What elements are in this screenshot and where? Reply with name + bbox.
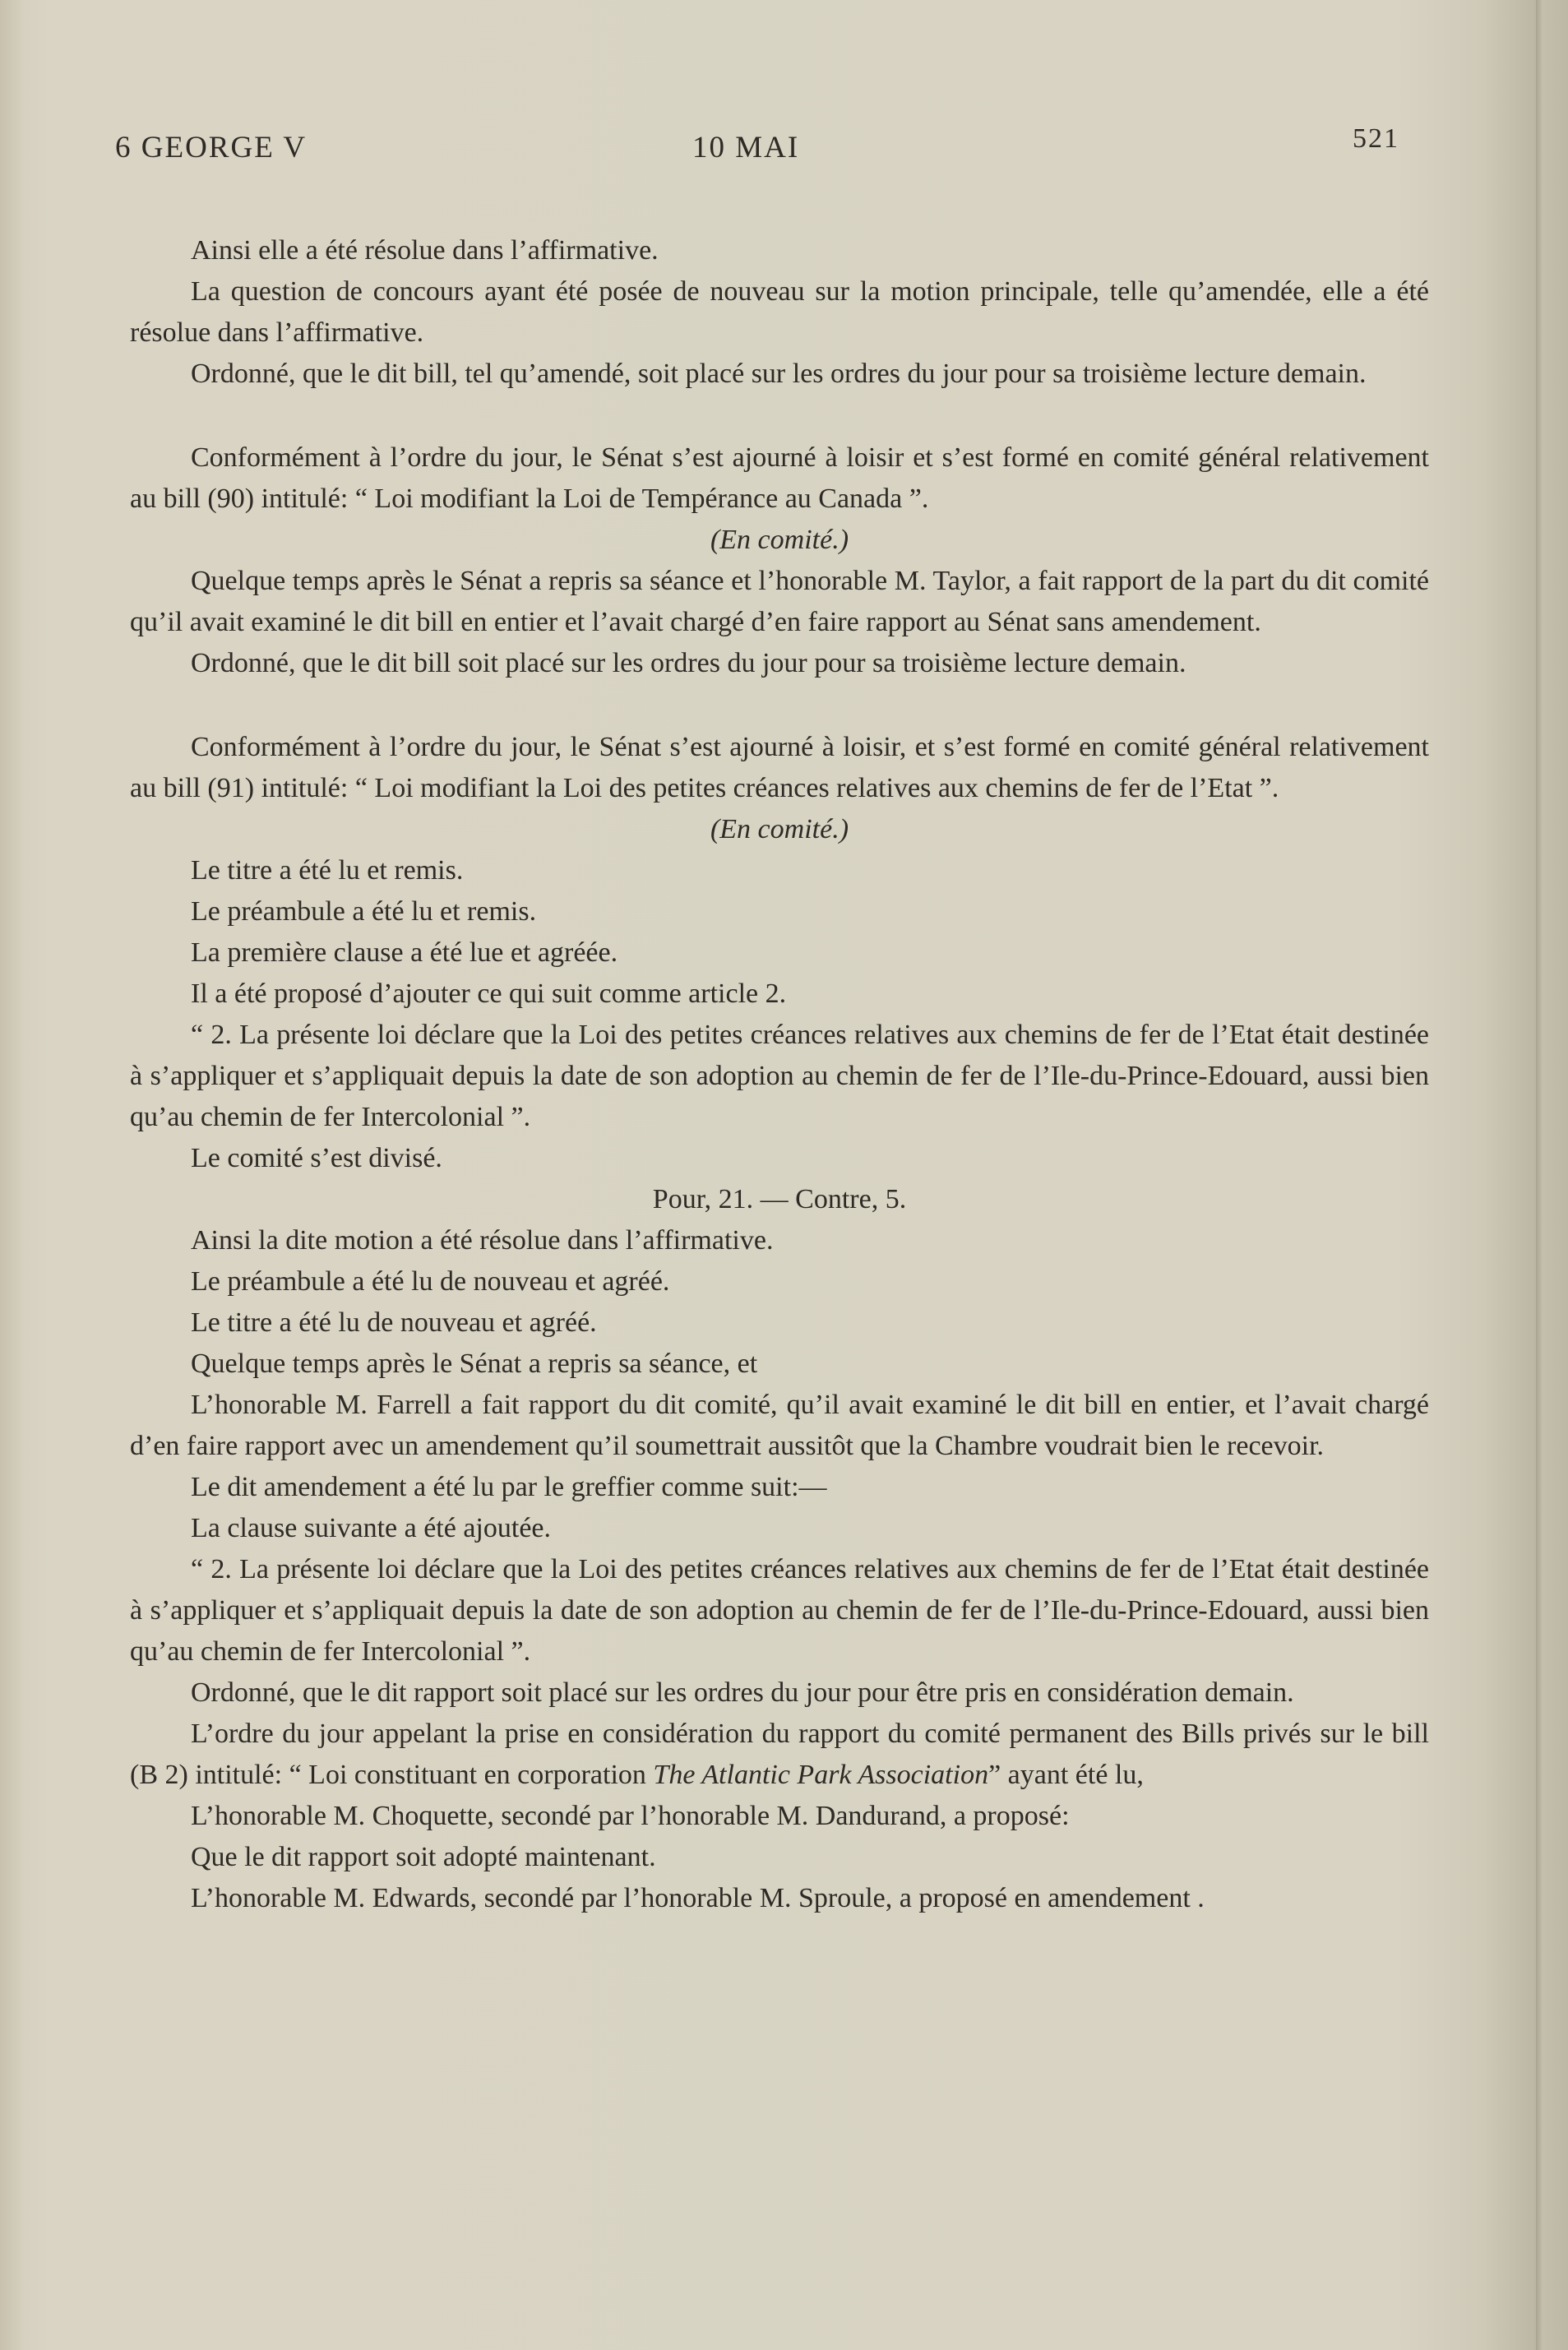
paragraph: Quelque temps après le Sénat a repris sa séance et l’honorable M. Taylor, a fait rapport de la part du dit comité qu’il avait examiné le dit bill en entier et l’avait chargé d’en faire rapport au Sénat sans amendement. — [130, 566, 1429, 637]
paragraph: La question de concours ayant été posée de nouveau sur la motion principale, telle qu’amendée, elle a été résolue dans l’affirmative. — [130, 276, 1429, 348]
paragraph: La clause suivante a été ajoutée. — [191, 1513, 551, 1543]
body-text — [130, 230, 1429, 1919]
paragraph — [130, 1714, 1429, 1796]
paragraph: L’honorable M. Farrell a fait rapport du dit comité, qu’il avait examiné le dit bill en entier, et l’avait chargé d’en faire rapport avec un amendement qu’il soumettrait aussitôt que la Chambre voudrait bien le recevoir. — [130, 1390, 1429, 1461]
running-head-left: 6 GEORGE V — [115, 131, 308, 164]
paragraph: Que le dit rapport soit adopté maintenant. — [191, 1842, 656, 1872]
paragraph: Ordonné, que le dit rapport soit placé sur les ordres du jour pour être pris en considération demain. — [191, 1677, 1294, 1708]
section-note: (En comité.) — [710, 814, 849, 844]
binding-gutter — [1536, 0, 1568, 2350]
quoted-clause: “ 2. La présente loi déclare que la Loi des petites créances relatives aux chemins de fer de l’Etat était destinée à s’appliquer et s’appliquait depuis la date de son adoption au chemin de fer de l’Ile-du-Prince-Edouard, aussi bien qu’au chemin de fer Intercolonial ”. — [130, 1554, 1429, 1667]
paragraph: L’honorable M. Edwards, secondé par l’honorable M. Sproule, a proposé en amendement . — [191, 1883, 1205, 1913]
vote-result: Pour, 21. — Contre, 5. — [652, 1184, 907, 1214]
paragraph: Conformément à l’ordre du jour, le Sénat s’est ajourné à loisir, et s’est formé en comité général relativement au bill (91) intitulé: “ Loi modifiant la Loi des petites créances relatives aux chemins de fer de l’Etat ”. — [130, 732, 1429, 803]
spacer — [130, 395, 1429, 437]
page-number: 521 — [1353, 123, 1399, 154]
bill-text-end: ” ayant été lu, — [988, 1760, 1144, 1790]
paragraph: L’honorable M. Choquette, secondé par l’honorable M. Dandurand, a proposé: — [191, 1801, 1070, 1831]
bill-title: The Atlantic Park Association — [653, 1760, 989, 1790]
section-note: (En comité.) — [710, 525, 849, 555]
paragraph: Ainsi elle a été résolue dans l’affirmative. — [191, 235, 659, 266]
paragraph: Le comité s’est divisé. — [191, 1143, 442, 1173]
paragraph: Le titre a été lu de nouveau et agréé. — [191, 1307, 597, 1338]
paragraph: Conformément à l’ordre du jour, le Sénat s’est ajourné à loisir et s’est formé en comité général relativement au bill (90) intitulé: “ Loi modifiant la Loi de Tempérance au Canada ”. — [130, 442, 1429, 514]
paragraph: Il a été proposé d’ajouter ce qui suit comme article 2. — [191, 978, 787, 1009]
paragraph: Ainsi la dite motion a été résolue dans l’affirmative. — [191, 1225, 774, 1256]
bill-text: L’ordre du jour appelant la prise en considération du rapport du comité permanent des Bills privés sur le bill (B 2) intitulé: “ Loi constituant en corporation — [130, 1719, 1429, 1790]
paragraph: Le préambule a été lu et remis. — [191, 896, 537, 927]
spacer — [130, 684, 1429, 727]
quoted-clause: “ 2. La présente loi déclare que la Loi des petites créances relatives aux chemins de fer de l’Etat était destinée à s’appliquer et s’appliquait depuis la date de son adoption au chemin de fer de l’Ile-du-Prince-Edouard, aussi bien qu’au chemin de fer Intercolonial ”. — [130, 1020, 1429, 1132]
paragraph: Le dit amendement a été lu par le greffier comme suit:— — [191, 1472, 827, 1502]
paragraph: Le titre a été lu et remis. — [191, 855, 464, 886]
running-head-date: 10 MAI — [692, 131, 800, 164]
paragraph: Le préambule a été lu de nouveau et agréé. — [191, 1266, 670, 1297]
paragraph: Ordonné, que le dit bill soit placé sur les ordres du jour pour sa troisième lecture demain. — [191, 648, 1186, 678]
paragraph: La première clause a été lue et agréée. — [191, 937, 618, 968]
paragraph: Quelque temps après le Sénat a repris sa séance, et — [191, 1348, 758, 1379]
paragraph: Ordonné, que le dit bill, tel qu’amendé, soit placé sur les ordres du jour pour sa troisième lecture demain. — [191, 359, 1367, 389]
